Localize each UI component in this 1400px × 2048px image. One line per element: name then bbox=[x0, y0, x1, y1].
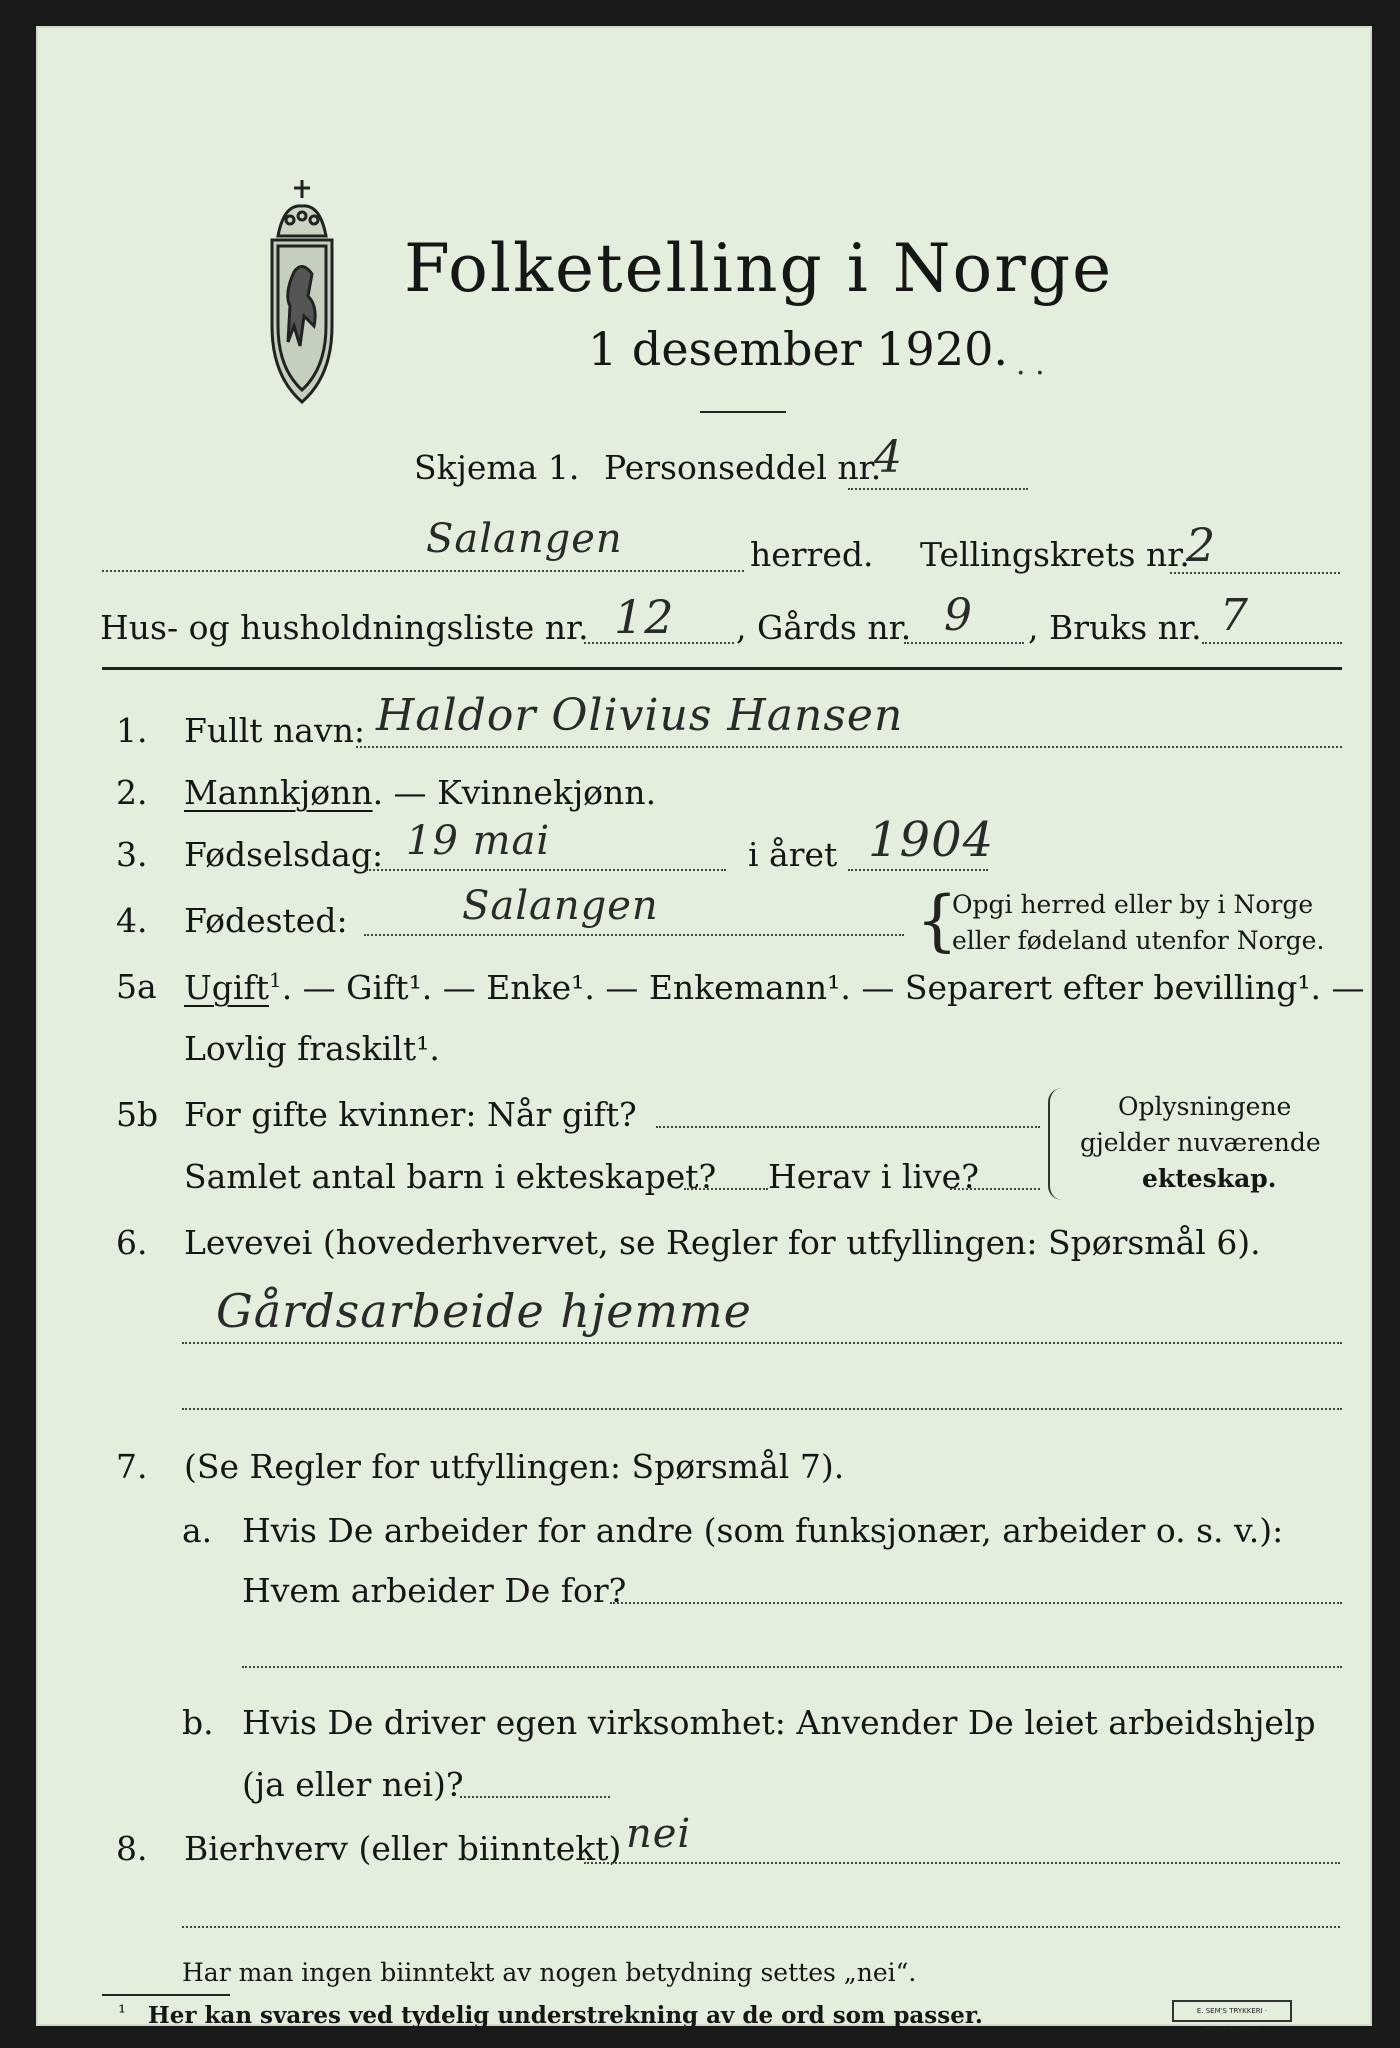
q5b-number: 5b bbox=[116, 1095, 159, 1134]
q3-year-line bbox=[848, 869, 988, 871]
q7a-letter: a. bbox=[182, 1511, 213, 1550]
q5a-line-2: Lovlig fraskilt¹. bbox=[184, 1029, 440, 1068]
q4-note-2: eller fødeland utenfor Norge. bbox=[952, 926, 1325, 955]
q8-line-2 bbox=[182, 1926, 1340, 1928]
q5b-label-1: For gifte kvinner: Når gift? bbox=[184, 1095, 637, 1134]
stray-dots: · · bbox=[1016, 356, 1045, 391]
q5b-label-3: Herav i live? bbox=[768, 1157, 979, 1196]
q4-note-1: Opgi herred eller by i Norge bbox=[952, 890, 1314, 919]
schema-label: Skjema 1. bbox=[414, 448, 580, 487]
coat-of-arms-icon bbox=[254, 176, 350, 406]
q7a-line-answer bbox=[610, 1602, 1342, 1604]
q1-value: Haldor Olivius Hansen bbox=[376, 690, 904, 741]
q5b-line-1 bbox=[656, 1126, 1040, 1128]
q4-number: 4. bbox=[116, 901, 148, 940]
tellingskrets-line bbox=[1170, 572, 1340, 574]
q3-line bbox=[366, 869, 726, 871]
q5b-note-2: gjelder nuværende bbox=[1080, 1128, 1321, 1157]
q6-label: Levevei (hovederhvervet, se Regler for utfyllingen: Spørsmål 6). bbox=[184, 1223, 1261, 1262]
personseddel-line bbox=[848, 488, 1028, 490]
q5a-ugift: Ugift bbox=[184, 968, 269, 1007]
q7b-line-1: Hvis De driver egen virksomhet: Anvender De leiet arbeidshjelp bbox=[242, 1703, 1316, 1742]
q3-year-value: 1904 bbox=[868, 812, 995, 868]
q4-line bbox=[364, 934, 904, 936]
q3-number: 3. bbox=[116, 835, 148, 874]
q6-value: Gårdsarbeide hjemme bbox=[216, 1284, 752, 1338]
q7b-letter: b. bbox=[182, 1703, 214, 1742]
bruks-value: 7 bbox=[1220, 590, 1249, 641]
herred-line bbox=[102, 570, 744, 572]
q6-line-1 bbox=[182, 1342, 1342, 1344]
q2-kvinne: Kvinnekjønn bbox=[437, 773, 646, 812]
q2-text: Mannkjønn. — Kvinnekjønn. bbox=[184, 773, 657, 812]
q5b-brace bbox=[1048, 1088, 1064, 1200]
q5b-note-3: ekteskap. bbox=[1142, 1164, 1277, 1193]
q7a-line-1: Hvis De arbeider for andre (som funksjonær, arbeider o. s. v.): bbox=[242, 1511, 1284, 1550]
header-rule bbox=[102, 667, 1342, 670]
bruks-label: , Bruks nr. bbox=[1028, 608, 1202, 647]
q7a-line-2: Hvem arbeider De for? bbox=[242, 1571, 627, 1610]
personseddel-value: 4 bbox=[874, 432, 903, 483]
gards-value: 9 bbox=[944, 590, 973, 641]
q5b-line-2 bbox=[684, 1188, 768, 1190]
q4-value: Salangen bbox=[462, 883, 659, 929]
personseddel-label: Personseddel nr. bbox=[604, 448, 882, 487]
q2-number: 2. bbox=[116, 773, 148, 812]
hus-line bbox=[584, 642, 734, 644]
hus-label: Hus- og husholdningsliste nr. bbox=[100, 608, 589, 647]
q5b-note-1: Oplysningene bbox=[1118, 1092, 1292, 1121]
q3-label: Fødselsdag: bbox=[184, 835, 384, 874]
herred-label: herred. bbox=[750, 535, 874, 574]
q7-label: (Se Regler for utfyllingen: Spørsmål 7). bbox=[184, 1447, 845, 1486]
printer-stamp: E. SEM'S TRYKKERI · FREDRIKSHALD bbox=[1172, 2000, 1292, 2022]
q6-number: 6. bbox=[116, 1223, 148, 1262]
tellingskrets-value: 2 bbox=[1186, 518, 1217, 572]
q8-line-1 bbox=[584, 1862, 1340, 1864]
q5a-number: 5a bbox=[116, 967, 157, 1006]
q7a-line-extra bbox=[242, 1666, 1342, 1668]
q6-line-2 bbox=[182, 1408, 1342, 1410]
q5a-line-1: Ugift$^1$. — Gift¹. — Enke¹. — Enkemann¹. — Separert efter bevilling¹. — bbox=[184, 968, 1365, 1007]
q1-number: 1. bbox=[116, 711, 148, 750]
q4-brace: { bbox=[916, 882, 958, 959]
census-form-page bbox=[36, 26, 1372, 2033]
hus-value: 12 bbox=[614, 590, 675, 644]
q7b-line-2: (ja eller nei)? bbox=[242, 1765, 464, 1804]
footnote-rule bbox=[102, 1994, 230, 1996]
q2-mann: Mannkjønn bbox=[184, 773, 373, 812]
form-date: 1 desember 1920. bbox=[588, 322, 1008, 376]
footer-note: Har man ingen biinntekt av nogen betydning settes „nei“. bbox=[182, 1958, 917, 1987]
bruks-line bbox=[1202, 642, 1342, 644]
q8-value: nei bbox=[626, 1811, 692, 1857]
footnote-text: Her kan svares ved tydelig understrekning av de ord som passer. bbox=[148, 2002, 983, 2029]
q3-year-label: i året bbox=[748, 835, 838, 874]
tellingskrets-label: Tellingskrets nr. bbox=[920, 535, 1190, 574]
q1-line bbox=[356, 746, 1342, 748]
q3-value: 19 mai bbox=[406, 818, 551, 864]
herred-value: Salangen bbox=[426, 516, 623, 562]
form-title: Folketelling i Norge bbox=[404, 230, 1114, 307]
q8-label: Bierhverv (eller biinntekt) bbox=[184, 1829, 622, 1868]
gards-line bbox=[904, 642, 1024, 644]
q5b-line-3 bbox=[950, 1188, 1040, 1190]
q4-label: Fødested: bbox=[184, 901, 348, 940]
q8-number: 8. bbox=[116, 1829, 148, 1868]
q1-label: Fullt navn: bbox=[184, 711, 365, 750]
q7b-line-answer bbox=[460, 1796, 610, 1798]
footnote-mark: ¹ bbox=[118, 2000, 127, 2024]
q5b-label-2: Samlet antal barn i ekteskapet? bbox=[184, 1157, 717, 1196]
gards-label: , Gårds nr. bbox=[736, 608, 912, 647]
title-divider bbox=[700, 411, 786, 413]
q7-number: 7. bbox=[116, 1447, 148, 1486]
